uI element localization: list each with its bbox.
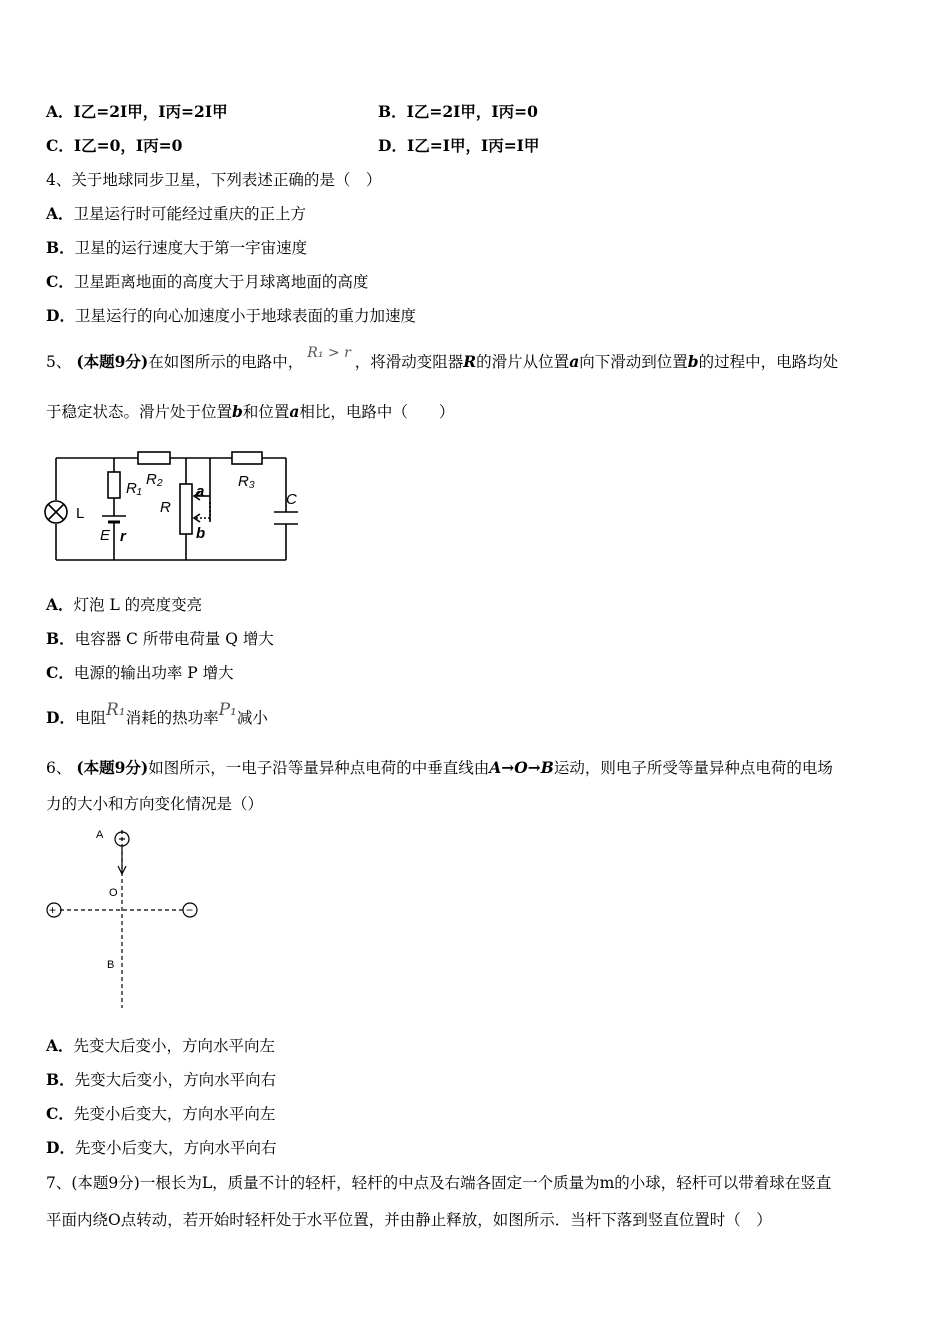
q5-stem-line1: 5、 (本题9分)在如图所示的电路中， R₁ > r ，将滑动变阻器R的滑片从位置a向下滑动到位置b的过程中，电路均处 — [46, 345, 839, 371]
q5-option-c: C．电源的输出功率 P 增大 — [46, 663, 234, 682]
label-E: E — [100, 527, 111, 544]
q3-option-a: A．I乙=2I甲，I丙=2I甲 — [46, 102, 228, 121]
q4-option-c: C．卫星距离地面的高度大于月球离地面的高度 — [46, 272, 369, 291]
charge-figure — [40, 822, 210, 1014]
q3-option-b: B．I乙=2I甲，I丙=0 — [378, 102, 538, 121]
circuit-diagram — [40, 440, 310, 570]
minus-charge: − — [186, 903, 194, 917]
q3-option-c: C．I乙=0，I丙=0 — [46, 136, 183, 155]
q6-stem-line1: 6、 (本题9分)如图所示，一电子沿等量异种点电荷的中垂直线由A→O→B运动，则电子所受等量异种点电荷的电场 — [46, 758, 833, 777]
label-C: C — [286, 491, 297, 508]
label-a: a — [196, 483, 205, 500]
q4-option-b: B．卫星的运行速度大于第一宇宙速度 — [46, 238, 308, 257]
q6-stem-line2: 力的大小和方向变化情况是（） — [46, 795, 264, 813]
label-R1: R₁ — [126, 480, 142, 497]
q5-option-b: B．电容器 C 所带电荷量 Q 增大 — [46, 629, 274, 648]
q5-condition: R₁ > r — [307, 345, 351, 361]
q4-option-a: A．卫星运行时可能经过重庆的正上方 — [46, 204, 307, 223]
q5-stem-line2: 于稳定状态。滑片处于位置b和位置a相比，电路中（ ） — [46, 402, 455, 421]
label-r: r — [120, 528, 126, 545]
q5-option-a: A．灯泡 L 的亮度变亮 — [46, 595, 203, 614]
q6-option-d: D．先变小后变大，方向水平向右 — [46, 1138, 277, 1157]
label-B: B — [107, 959, 115, 971]
label-b: b — [196, 525, 206, 542]
label-A: A — [96, 829, 104, 841]
q4-stem: 4、关于地球同步卫星，下列表述正确的是（ ） — [46, 171, 382, 189]
q6-option-a: A．先变大后变小，方向水平向左 — [46, 1036, 276, 1055]
q7-stem-line2: 平面内绕O点转动，若开始时轻杆处于水平位置，并由静止释放，如图所示．当杆下落到竖直位置时（ ） — [46, 1211, 772, 1229]
label-O: O — [109, 887, 118, 899]
q6-option-c: C．先变小后变大，方向水平向左 — [46, 1104, 276, 1123]
q6-option-b: B．先变大后变小，方向水平向右 — [46, 1070, 277, 1089]
label-R2: R₂ — [146, 471, 163, 488]
label-R3: R₃ — [238, 473, 255, 490]
label-R: R — [160, 499, 171, 516]
q3-option-d: D．I乙=I甲，I丙=I甲 — [378, 136, 540, 155]
q5-option-d: D．电阻R₁消耗的热功率P₁减小 — [46, 700, 268, 727]
plus-charge: + — [49, 903, 57, 917]
q4-option-d: D．卫星运行的向心加速度小于地球表面的重力加速度 — [46, 306, 416, 325]
label-L: L — [76, 505, 85, 522]
q7-stem-line1: 7、(本题9分)一根长为L，质量不计的轻杆，轻杆的中点及右端各固定一个质量为m的小球，轻杆可以带着球在竖直 — [46, 1174, 832, 1192]
